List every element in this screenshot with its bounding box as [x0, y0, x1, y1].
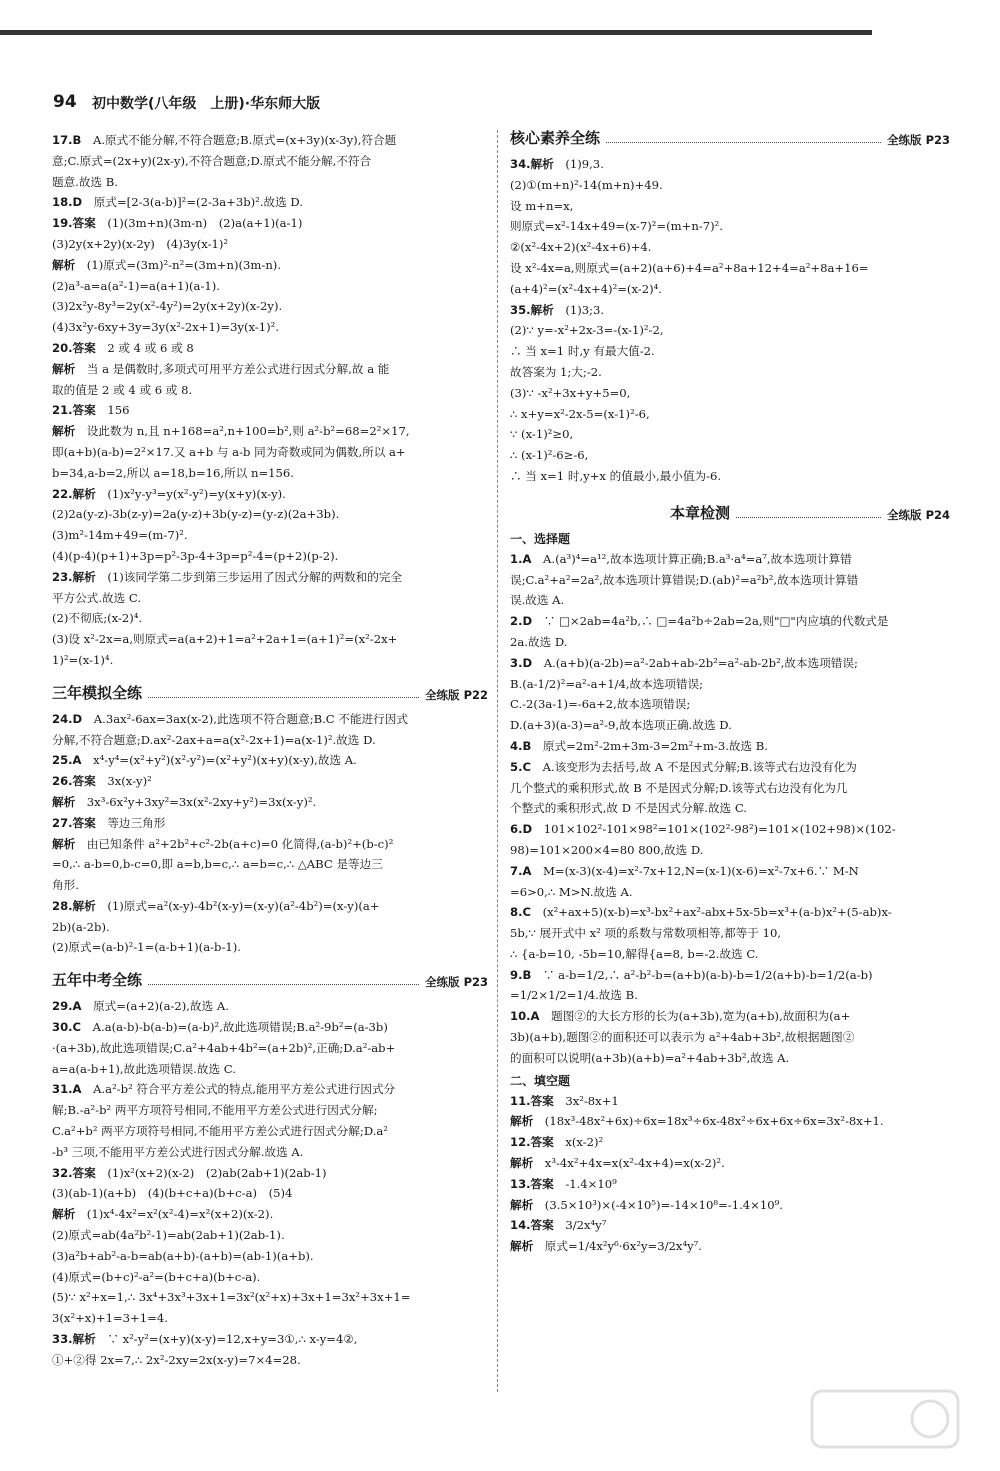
- text-line: 设 x²-4x=a,则原式=(a+2)(a+6)+4=a²+8a+12+4=a²+8a+16=: [510, 260, 869, 275]
- item-label: 27.答案: [52, 815, 96, 830]
- text-line: 17.B A.原式不能分解,不符合题意;B.原式=(x+3y)(x-3y),符合题: [52, 133, 397, 147]
- item-label: 35.解析: [510, 302, 554, 317]
- text-line: (3)(ab-1)(a+b) (4)(b+c+a)(b+c-a) (5)4: [52, 1186, 293, 1201]
- text-line: -b³ 三项,不能用平方差公式进行因式分解.故选 A.: [52, 1144, 304, 1159]
- text-line: 3b)(a+b),题图②的面积还可以表示为 a²+4ab+3b²,故根据题图②: [510, 1030, 855, 1045]
- text-line: 30.C A.a(a-b)-b(a-b)=(a-b)²,故此选项错误;B.a²-9b²=(a-3b): [52, 1020, 388, 1035]
- item-label: 1.A: [510, 551, 532, 566]
- item-label: 22.解析: [52, 486, 96, 501]
- section-header-hexin: [510, 124, 950, 148]
- item-label: 20.答案: [52, 340, 96, 355]
- text-line: 9.B ∵ a-b=1/2,∴ a²-b²-b=(a+b)(a-b)-b=1/2(a+b)-b=1/2(a-b): [510, 967, 873, 982]
- text-line: 5.C A.该变形为去括号,故 A 不是因式分解;B.该等式右边没有化为: [510, 759, 857, 774]
- text-line: 11.答案 3x²-8x+1: [510, 1093, 619, 1108]
- item-label: 解析: [52, 794, 76, 809]
- item-label: 7.A: [510, 863, 532, 878]
- text-line: ②(x²-4x+2)(x²-4x+6)+4.: [510, 240, 652, 255]
- item-label: 4.B: [510, 738, 532, 753]
- item-label: 解析: [510, 1156, 534, 1171]
- text-line: 的面积可以说明(a+3b)(a+b)=a²+4ab+3b²,故选 A.: [510, 1050, 790, 1065]
- text-line: 2.D ∵ □×2ab=4a²b,∴ □=4a²b÷2ab=2a,则"□"内应填的代数式是: [510, 614, 889, 629]
- item-label: 31.A: [52, 1082, 82, 1097]
- section-ref: 全练版 P23: [425, 975, 488, 990]
- text-line: ①+②得 2x=7,∴ 2x²-2xy=2x(x-y)=7×4=28.: [52, 1352, 301, 1367]
- item-label: 10.A: [510, 1009, 540, 1024]
- item-label: 17.B: [52, 133, 82, 147]
- text-line: 22.解析 (1)x²y-y³=y(x²-y²)=y(x+y)(x-y).: [52, 486, 286, 501]
- section-header-benzhang: [510, 499, 950, 523]
- item-label: 33.解析: [52, 1332, 96, 1347]
- text-line: 28.解析 (1)原式=a²(x-y)-4b²(x-y)=(x-y)(a²-4b²)=(x-y)(a+: [52, 898, 380, 913]
- text-line: 设 m+n=x,: [510, 198, 574, 213]
- item-label: 11.答案: [510, 1093, 554, 1108]
- subsection-choice: 一、选择题: [510, 531, 571, 546]
- column-divider: [497, 130, 498, 1392]
- item-label: 28.解析: [52, 898, 96, 913]
- text-line: 14.答案 3/2x⁴y⁷: [510, 1218, 607, 1233]
- leader-dots: [148, 697, 419, 698]
- text-line: =1/2×1/2=1/4.故选 B.: [510, 988, 638, 1003]
- text-line: 98)=101×200×4=80 800,故选 D.: [510, 842, 704, 857]
- answers-block-34-35: [510, 154, 950, 487]
- item-label: 19.答案: [52, 216, 96, 231]
- item-label: 18.D: [52, 195, 83, 210]
- item-label: 解析: [52, 361, 76, 376]
- text-line: ∴ 当 x=1 时,y+x 的值最小,最小值为-6.: [510, 468, 722, 483]
- text-line: 33.解析 ∵ x²-y²=(x+y)(x-y)=12,x+y=3①,∴ x-y=4②,: [52, 1332, 358, 1347]
- item-label: 23.解析: [52, 569, 96, 584]
- text-line: 13.答案 -1.4×10⁹: [510, 1176, 617, 1191]
- text-line: 18.D 原式=[2-3(a-b)]²=(2-3a+3b)².故选 D.: [52, 195, 303, 210]
- text-line: (4)原式=(b+c)²-a²=(b+c+a)(b+c-a).: [52, 1269, 261, 1284]
- text-line: C.-2(3a-1)=-6a+2,故本选项错误;: [510, 697, 691, 712]
- text-line: a=a(a-b+1),故此选项错误.故选 C.: [52, 1061, 236, 1076]
- text-line: 26.答案 3x(x-y)²: [52, 774, 152, 789]
- text-line: 解析 由已知条件 a²+2b²+c²-2b(a+c)=0 化简得,(a-b)²+(b-c)²: [52, 836, 394, 851]
- text-line: (2)∵ y=-x²+2x-3=-(x-1)²-2,: [510, 323, 664, 338]
- text-line: 3.D A.(a+b)(a-2b)=a²-2ab+ab-2b²=a²-ab-2b²,故本选项错误;: [510, 655, 858, 670]
- section-title: 五年中考全练: [52, 971, 143, 990]
- text-line: ∴ (x-1)²-6≥-6,: [510, 448, 589, 463]
- book-title: 初中数学(八年级 上册)·华东师大版: [92, 96, 321, 112]
- text-line: ∴ x+y=x²-2x-5=(x-1)²-6,: [510, 406, 650, 421]
- text-line: 20.答案 2 或 4 或 6 或 8: [52, 340, 194, 355]
- item-label: 解析: [510, 1239, 534, 1254]
- text-line: 解析 设此数为 n,且 n+168=a²,n+100=b²,则 a²-b²=68=2²×17,: [52, 424, 410, 439]
- item-label: 6.D: [510, 822, 533, 837]
- text-line: (3)2x²y-8y³=2y(x²-4y²)=2y(x+2y)(x-2y).: [52, 299, 283, 314]
- leader-dots: [148, 984, 419, 985]
- subsection-fill: 二、填空题: [510, 1073, 571, 1088]
- text-line: (a+4)²=(x²-4x+4)²=(x-2)⁴.: [510, 281, 662, 296]
- text-line: (3)a²b+ab²-a-b=ab(a+b)-(a+b)=(ab-1)(a+b).: [52, 1248, 314, 1263]
- text-line: (2)a³-a=a(a²-1)=a(a+1)(a-1).: [52, 278, 220, 293]
- text-line: (4)(p-4)(p+1)+3p=p²-3p-4+3p=p²-4=(p+2)(p-2).: [52, 548, 339, 563]
- section-ref: 全练版 P22: [425, 687, 488, 702]
- text-line: 解析 (1)x⁴-4x²=x²(x²-4)=x²(x+2)(x-2).: [52, 1207, 274, 1222]
- text-line: ·(a+3b),故此选项错误;C.a²+4ab+4b²=(a+2b)²,正确;D.a²-ab+: [52, 1040, 396, 1055]
- item-label: 解析: [510, 1114, 534, 1129]
- leader-dots: [606, 142, 881, 143]
- section-header-sannian: [52, 679, 488, 703]
- text-line: (2)原式=ab(4a²b²-1)=ab(2ab+1)(2ab-1).: [52, 1228, 285, 1243]
- text-line: (3)2y(x+2y)(x-2y) (4)3y(x-1)²: [52, 236, 229, 251]
- item-label: 12.答案: [510, 1135, 554, 1150]
- text-line: 1.A A.(a³)⁴=a¹²,故本选项计算正确;B.a³·a⁴=a⁷,故本选项计算错: [510, 551, 852, 566]
- item-label: 解析: [52, 836, 76, 851]
- header-rule: [0, 30, 872, 35]
- text-line: D.(a+3)(a-3)=a²-9,故本选项正确.故选 D.: [510, 718, 732, 733]
- text-line: 29.A 原式=(a+2)(a-2),故选 A.: [52, 999, 229, 1014]
- text-line: 平方公式.故选 C.: [52, 590, 142, 605]
- answers-block-11-14: [510, 1091, 950, 1257]
- item-label: 解析: [510, 1197, 534, 1212]
- text-line: ∴ {a-b=10, -5b=10,解得{a=8, b=-2.故选 C.: [510, 946, 759, 961]
- text-line: 误;C.a²+a²=2a²,故本选项计算错误;D.(ab)²=a²b²,故本选项计算错: [510, 572, 859, 587]
- text-line: 6.D 101×102²-101×98²=101×(102²-98²)=101×(102+98)×(102-: [510, 822, 896, 837]
- answers-block-29-33: [52, 996, 488, 1370]
- text-line: 10.A 题图②的大长方形的长为(a+3b),宽为(a+b),故面积为(a+: [510, 1009, 851, 1024]
- text-line: (3)m²-14m+49=(m-7)².: [52, 528, 188, 543]
- text-line: 误.故选 A.: [510, 593, 565, 608]
- text-line: 则原式=x²-14x+49=(x-7)²=(m+n-7)².: [510, 219, 723, 234]
- text-line: 35.解析 (1)3;3.: [510, 302, 605, 317]
- item-label: 解析: [52, 424, 76, 439]
- text-line: 23.解析 (1)该同学第二步到第三步运用了因式分解的两数和的完全: [52, 569, 403, 584]
- text-line: B.(a-1/2)²=a²-a+1/4,故本选项错误;: [510, 676, 704, 691]
- item-label: 25.A: [52, 753, 82, 768]
- text-line: 24.D A.3ax²-6ax=3ax(x-2),此选项不符合题意;B.C 不能进行因式: [52, 711, 408, 726]
- text-line: (4)3x²y-6xy+3y=3y(x²-2x+1)=3y(x-1)².: [52, 320, 280, 335]
- text-line: 解析 当 a 是偶数时,多项式可用平方差公式进行因式分解,故 a 能: [52, 361, 390, 376]
- text-line: 32.答案 (1)x²(x+2)(x-2) (2)ab(2ab+1)(2ab-1): [52, 1165, 327, 1180]
- text-line: 解析 原式=1/4x²y⁶·6x²y=3/2x⁴y⁷.: [510, 1239, 702, 1254]
- item-label: 解析: [52, 257, 76, 272]
- text-line: (2)不彻底;(x-2)⁴.: [52, 611, 143, 626]
- text-line: 3(x²+x)+1=3+1=4.: [52, 1311, 168, 1326]
- item-label: 8.C: [510, 905, 531, 920]
- section-title: 本章检测: [670, 503, 731, 522]
- section-title: 三年模拟全练: [52, 683, 143, 702]
- item-label: 21.答案: [52, 403, 96, 418]
- text-line: 8.C (x²+ax+5)(x-b)=x³-bx²+ax²-abx+5x-5b=x³+(a-b)x²+(5-ab)x-: [510, 905, 892, 920]
- item-label: 34.解析: [510, 157, 554, 171]
- text-line: C.a²+b² 两平方项符号相同,不能用平方差公式进行因式分解;D.a²: [52, 1124, 388, 1139]
- section-title: 核心素养全练: [510, 129, 601, 147]
- text-line: 25.A x⁴-y⁴=(x²+y²)(x²-y²)=(x²+y²)(x+y)(x-y),故选 A.: [52, 753, 357, 768]
- text-line: 21.答案 156: [52, 403, 130, 418]
- text-line: 解析 (3.5×10³)×(-4×10⁵)=-14×10⁸=-1.4×10⁹.: [510, 1197, 783, 1212]
- text-line: 27.答案 等边三角形: [52, 815, 166, 830]
- item-label: 3.D: [510, 655, 533, 670]
- text-line: 解析 (18x³-48x²+6x)÷6x=18x³÷6x-48x²÷6x+6x÷6x=3x²-8x+1.: [510, 1114, 884, 1129]
- text-line: (2)①(m+n)²-14(m+n)+49.: [510, 177, 663, 192]
- leader-dots: [736, 517, 881, 518]
- text-line: 题意.故选 B.: [52, 174, 118, 189]
- text-line: 31.A A.a²-b² 符合平方差公式的特点,能用平方差公式进行因式分: [52, 1082, 396, 1097]
- item-label: 24.D: [52, 711, 83, 726]
- section-ref: 全练版 P24: [887, 507, 950, 522]
- answers-block-1-10: [510, 549, 950, 1069]
- text-line: =0,∴ a-b=0,b-c=0,即 a=b,b=c,∴ a=b=c,∴ △ABC 是等边三: [52, 857, 383, 872]
- text-line: 解析 (1)原式=(3m)²-n²=(3m+n)(3m-n).: [52, 257, 282, 272]
- text-line: (3)∵ -x²+3x+y+5=0,: [510, 385, 631, 400]
- page-number: 94: [53, 92, 77, 112]
- text-line: b=34,a-b=2,所以 a=18,b=16,所以 n=156.: [52, 465, 294, 480]
- text-line: 个整式的乘积形式,故 D 不是因式分解.故选 C.: [510, 801, 747, 816]
- text-line: (3)设 x²-2x=a,则原式=a(a+2)+1=a²+2a+1=(a+1)²=(x²-2x+: [52, 632, 398, 647]
- watermark-logo: [810, 1389, 960, 1449]
- text-line: 即(a+b)(a-b)=2²×17.又 a+b 与 a-b 同为奇数或同为偶数,所以 a+: [52, 444, 406, 459]
- text-line: 几个整式的乘积形式,故 B 不是因式分解;D.该等式右边没有化为几: [510, 780, 848, 795]
- text-line: 7.A M=(x-3)(x-4)=x²-7x+12,N=(x-1)(x-6)=x²-7x+6.∵ M-N: [510, 863, 859, 878]
- item-label: 30.C: [52, 1020, 82, 1035]
- text-line: 34.解析 (1)9,3.: [510, 157, 604, 171]
- item-label: 26.答案: [52, 774, 96, 789]
- text-line: (2)2a(y-z)-3b(z-y)=2a(y-z)+3b(y-z)=(y-z)(2a+3b).: [52, 507, 340, 522]
- text-line: ∴ 当 x=1 时,y 有最大值-2.: [510, 344, 655, 359]
- answers-block-17-23: [52, 130, 488, 671]
- text-line: 4.B 原式=2m²-2m+3m-3=2m²+m-3.故选 B.: [510, 738, 768, 753]
- item-label: 14.答案: [510, 1218, 554, 1233]
- text-line: 取的值是 2 或 4 或 6 或 8.: [52, 382, 193, 397]
- text-line: =6>0,∴ M>N.故选 A.: [510, 884, 633, 899]
- answers-block-24-28: [52, 709, 488, 959]
- text-line: 12.答案 x(x-2)²: [510, 1135, 604, 1150]
- text-line: 角形.: [52, 878, 79, 893]
- item-label: 13.答案: [510, 1176, 554, 1191]
- text-line: 19.答案 (1)(3m+n)(3m-n) (2)a(a+1)(a-1): [52, 216, 303, 231]
- text-line: (5)∵ x²+x=1,∴ 3x⁴+3x³+3x+1=3x²(x²+x)+3x+1=3x²+3x+1=: [52, 1290, 411, 1305]
- text-line: 故答案为 1;大;-2.: [510, 364, 602, 379]
- item-label: 解析: [52, 1207, 76, 1222]
- right-column: [510, 124, 950, 1257]
- text-line: 5b,∵ 展开式中 x² 项的系数与常数项相等,都等于 10,: [510, 926, 782, 941]
- text-line: 分解,不符合题意;D.ax²-2ax+a=a(x²-2x+1)=a(x-1)².故选 D.: [52, 732, 376, 747]
- section-ref: 全练版 P23: [887, 133, 950, 147]
- item-label: 9.B: [510, 967, 532, 982]
- text-line: 解析 x³-4x²+4x=x(x²-4x+4)=x(x-2)².: [510, 1156, 725, 1171]
- text-line: ∵ (x-1)²≥0,: [510, 427, 574, 442]
- text-line: 解;B.-a²-b² 两平方项符号相同,不能用平方差公式进行因式分解;: [52, 1103, 378, 1118]
- text-line: 意;C.原式=(2x+y)(2x-y),不符合题意;D.原式不能分解,不符合: [52, 153, 372, 168]
- text-line: (2)原式=(a-b)²-1=(a-b+1)(a-b-1).: [52, 940, 241, 955]
- item-label: 32.答案: [52, 1165, 96, 1180]
- item-label: 5.C: [510, 759, 531, 774]
- item-label: 2.D: [510, 614, 533, 629]
- left-column: [52, 130, 488, 1371]
- section-header-wunian: [52, 966, 488, 990]
- item-label: 29.A: [52, 999, 82, 1014]
- text-line: 1)²=(x-1)⁴.: [52, 652, 114, 667]
- text-line: 2b)(a-2b).: [52, 919, 110, 934]
- text-line: 解析 3x³-6x²y+3xy²=3x(x²-2xy+y²)=3x(x-y)².: [52, 794, 317, 809]
- text-line: 2a.故选 D.: [510, 634, 568, 649]
